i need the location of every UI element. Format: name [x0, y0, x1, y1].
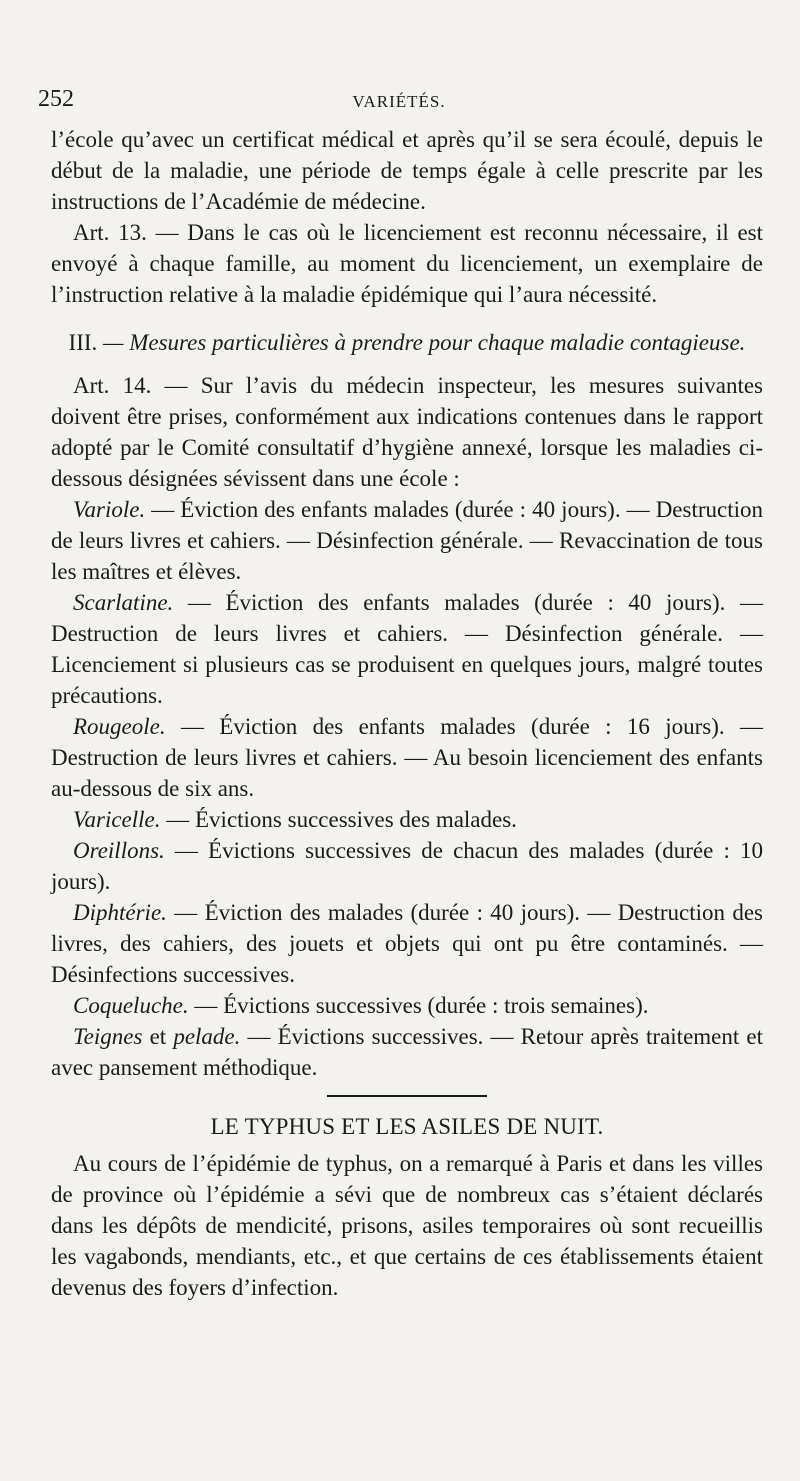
page-header: [38, 84, 760, 118]
disease-name: Varicelle.: [73, 807, 161, 832]
article-title: LE TYPHUS ET LES ASILES DE NUIT.: [210, 1114, 604, 1139]
disease-measures: — Évictions successives. — Retour après traitement et avec pansement méthodique.: [51, 1024, 763, 1080]
disease-name: Rougeole.: [73, 714, 166, 739]
disease-scarlatine: [51, 587, 763, 711]
page-content: [51, 124, 763, 1303]
disease-oreillons: [51, 835, 763, 897]
disease-rougeole: [51, 711, 763, 804]
running-head: VARIÉTÉS.: [352, 92, 446, 111]
disease-joiner: et: [142, 1024, 174, 1049]
disease-measures: — Évictions successives de chacun des malades (durée : 10 jours).: [51, 838, 763, 894]
disease-name: Coqueluche.: [73, 993, 189, 1018]
disease-measures: — Évictions successives (durée : trois semaines).: [188, 993, 649, 1018]
disease-name: Variole.: [73, 497, 146, 522]
section-heading: [51, 327, 763, 358]
disease-name: Teignes: [73, 1024, 143, 1049]
disease-name: Oreillons.: [73, 838, 165, 863]
article-13: Art. 13. — Dans le cas où le licenciement est reconnu nécessaire, il est envoyé à chaque famille, au moment du licenciement, un exemplaire de l’instruction relative à la maladie épidémique qui l’aura nécessité.: [51, 220, 763, 307]
disease-varicelle: [51, 804, 763, 835]
disease-coqueluche: [51, 990, 763, 1021]
disease-measures: — Éviction des enfants malades (durée : 40 jours). — Destruction de leurs livres et cahiers. — Désinfection générale. — Licenciement si plusieurs cas se produisent en quelques jours, malgré toutes précautions.: [51, 590, 763, 708]
disease-diphterie: [51, 897, 763, 990]
page-number: 252: [38, 86, 74, 112]
disease-variole: [51, 494, 763, 587]
article-14: Art. 14. — Sur l’avis du médecin inspecteur, les mesures suivantes doivent être prises, conformément aux indications contenues dans le rapport adopté par le Comité consultatif d’hygiène annexé, lorsque les maladies ci-dessous désignées sévissent dans une école :: [51, 373, 763, 491]
section-title: — Mesures particulières à prendre pour chaque maladie contagieuse.: [103, 330, 746, 355]
disease-measures: — Éviction des enfants malades (durée : 16 jours). — Destruction de leurs livres et cahiers. — Au besoin licenciement des enfants au-dessous de six ans.: [51, 714, 763, 801]
disease-measures: — Éviction des malades (durée : 40 jours). — Destruction des livres, des cahiers, des jouets et objets qui ont pu être contaminés. — Désinfections successives.: [51, 900, 763, 987]
disease-measures: — Éviction des enfants malades (durée : 40 jours). — Destruction de leurs livres et cahiers. — Désinfection générale. — Revaccination de tous les maîtres et élèves.: [51, 497, 763, 584]
article-paragraph: Au cours de l’épidémie de typhus, on a remarqué à Paris et dans les villes de province où l’épidémie a sévi que de nombreux cas s’étaient déclarés dans les dépôts de mendicité, prisons, asiles temporaires où sont recueillis les vagabonds, mendiants, etc., et que certains de ces établissements étaient devenus des foyers d’infection.: [51, 1151, 763, 1300]
disease-name: pelade.: [173, 1024, 241, 1049]
section-divider: [327, 1095, 487, 1097]
continuation-paragraph: l’école qu’avec un certificat médical et après qu’il se sera écoulé, depuis le début de la maladie, une période de temps égale à celle prescrite par les instructions de l’Académie de médecine.: [51, 127, 763, 214]
disease-name: Diphtérie.: [73, 900, 167, 925]
disease-measures: — Évictions successives des malades.: [160, 807, 517, 832]
disease-name: Scarlatine.: [73, 590, 174, 615]
section-number: III.: [68, 330, 98, 355]
disease-teignes-pelade: [51, 1021, 763, 1083]
